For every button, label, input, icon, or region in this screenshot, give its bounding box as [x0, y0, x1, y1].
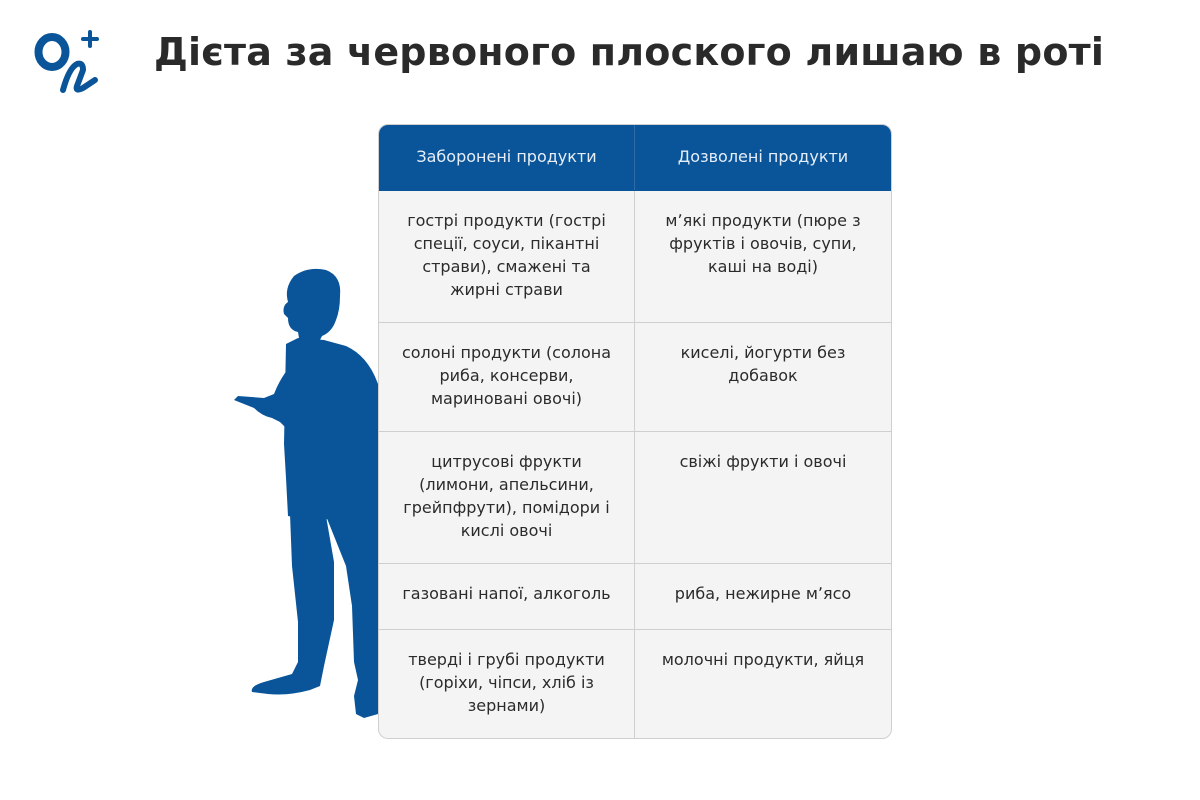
allowed-cell: свіжі фрукти і овочі [679, 452, 847, 471]
table-row [379, 432, 891, 564]
allowed-cell: молочні продукти, яйця [661, 650, 865, 669]
forbidden-cell: цитрусові фрукти (лимони, апельсини, грейпфрути), помідори і кислі овочі [379, 432, 635, 563]
table-row [379, 323, 891, 432]
column-header-allowed: Дозволені продукти [677, 147, 849, 166]
allowed-cell: киселі, йогурти без добавок [680, 343, 846, 385]
table-row [379, 564, 891, 630]
forbidden-cell: гострі продукти (гострі спеції, соуси, пікантні страви), смажені та жирні страви [379, 191, 635, 322]
table-row [379, 630, 891, 738]
table-header-row [379, 125, 891, 191]
diet-table [378, 124, 892, 739]
on-plus-logo-icon [33, 28, 105, 94]
forbidden-cell: тверді і грубі продукти (горіхи, чіпси, хліб із зернами) [379, 630, 635, 738]
forbidden-cell: газовані напої, алкоголь [379, 564, 635, 629]
table-row [379, 191, 891, 323]
allowed-cell: риба, нежирне мʼясо [674, 584, 852, 603]
allowed-cell: мʼякі продукти (пюре з фруктів і овочів, супи, каші на воді) [665, 211, 861, 276]
column-header-forbidden: Заборонені продукти [379, 125, 635, 190]
forbidden-cell: солоні продукти (солона риба, консерви, мариновані овочі) [379, 323, 635, 431]
page-title: Дієта за червоного плоского лишаю в роті [154, 30, 1105, 74]
